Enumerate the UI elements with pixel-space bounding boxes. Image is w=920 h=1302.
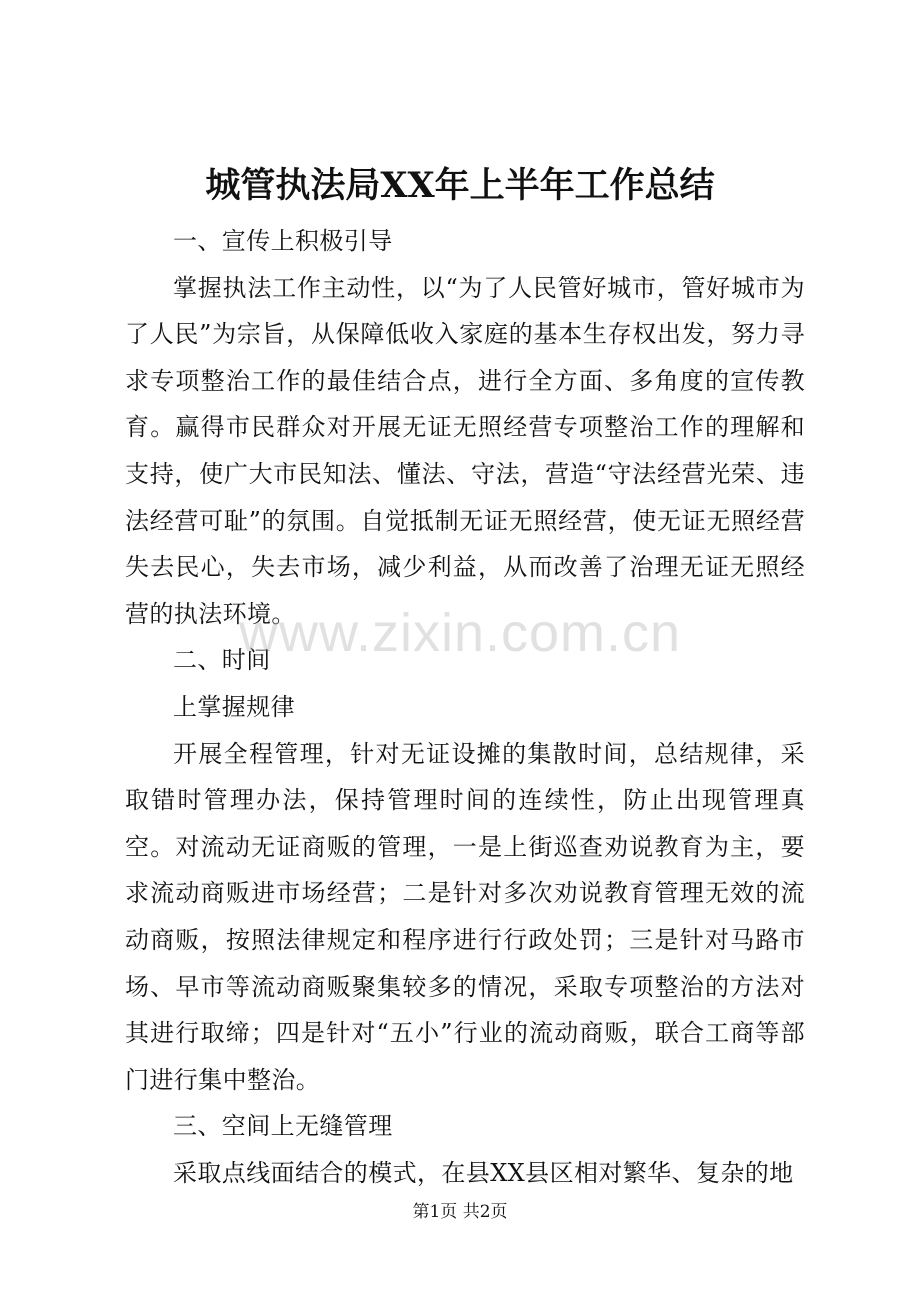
page-footer: 第1页 共2页 xyxy=(412,1202,508,1222)
paragraph-publicity: 掌握执法工作主动性，以“为了人民管好城市，管好城市为了人民”为宗旨，从保障低收入家庭的基本生存权出发，努力寻求专项整治工作的最佳结合点，进行全方面、多角度的宣传教育。赢得市民群众对开展无证无照经营专项整治工作的理解和支持，使广大市民知法、懂法、守法，营造“守法经营光荣、违法经营可耻”的氛围。自觉抵制无证无照经营，使无证无照经营失去民心，失去市场，减少利益，从而改善了治理无证无照经营的执法环境。 xyxy=(125,273,805,628)
subsection-heading: 上掌握规律 xyxy=(173,692,295,721)
document-title: 城管执法局XX年上半年工作总结 xyxy=(205,165,715,206)
document-body xyxy=(125,218,805,1196)
watermark: www.zixin.com.cn xyxy=(238,603,682,663)
section-heading-1: 一、宣传上积极引导 xyxy=(173,227,393,255)
section-heading-2: 二、时间 xyxy=(173,646,271,675)
paragraph-space-management: 采取点线面结合的模式，在县XX县区相对繁华、复杂的地 xyxy=(173,1158,794,1187)
section-heading-3: 三、空间上无缝管理 xyxy=(173,1112,393,1141)
paragraph-time-management: 开展全程管理，针对无证设摊的集散时间，总结规律，采取错时管理办法，保持管理时间的连续性，防止出现管理真空。对流动无证商贩的管理，一是上街巡查劝说教育为主，要求流动商贩进市场经营；二是针对多次劝说教育管理无效的流动商贩，按照法律规定和程序进行行政处罚；三是针对马路市场、早市等流动商贩聚集较多的情况，采取专项整治的方法对其进行取缔；四是针对“五小”行业的流动商贩，联合工商等部门进行集中整治。 xyxy=(125,739,805,1094)
